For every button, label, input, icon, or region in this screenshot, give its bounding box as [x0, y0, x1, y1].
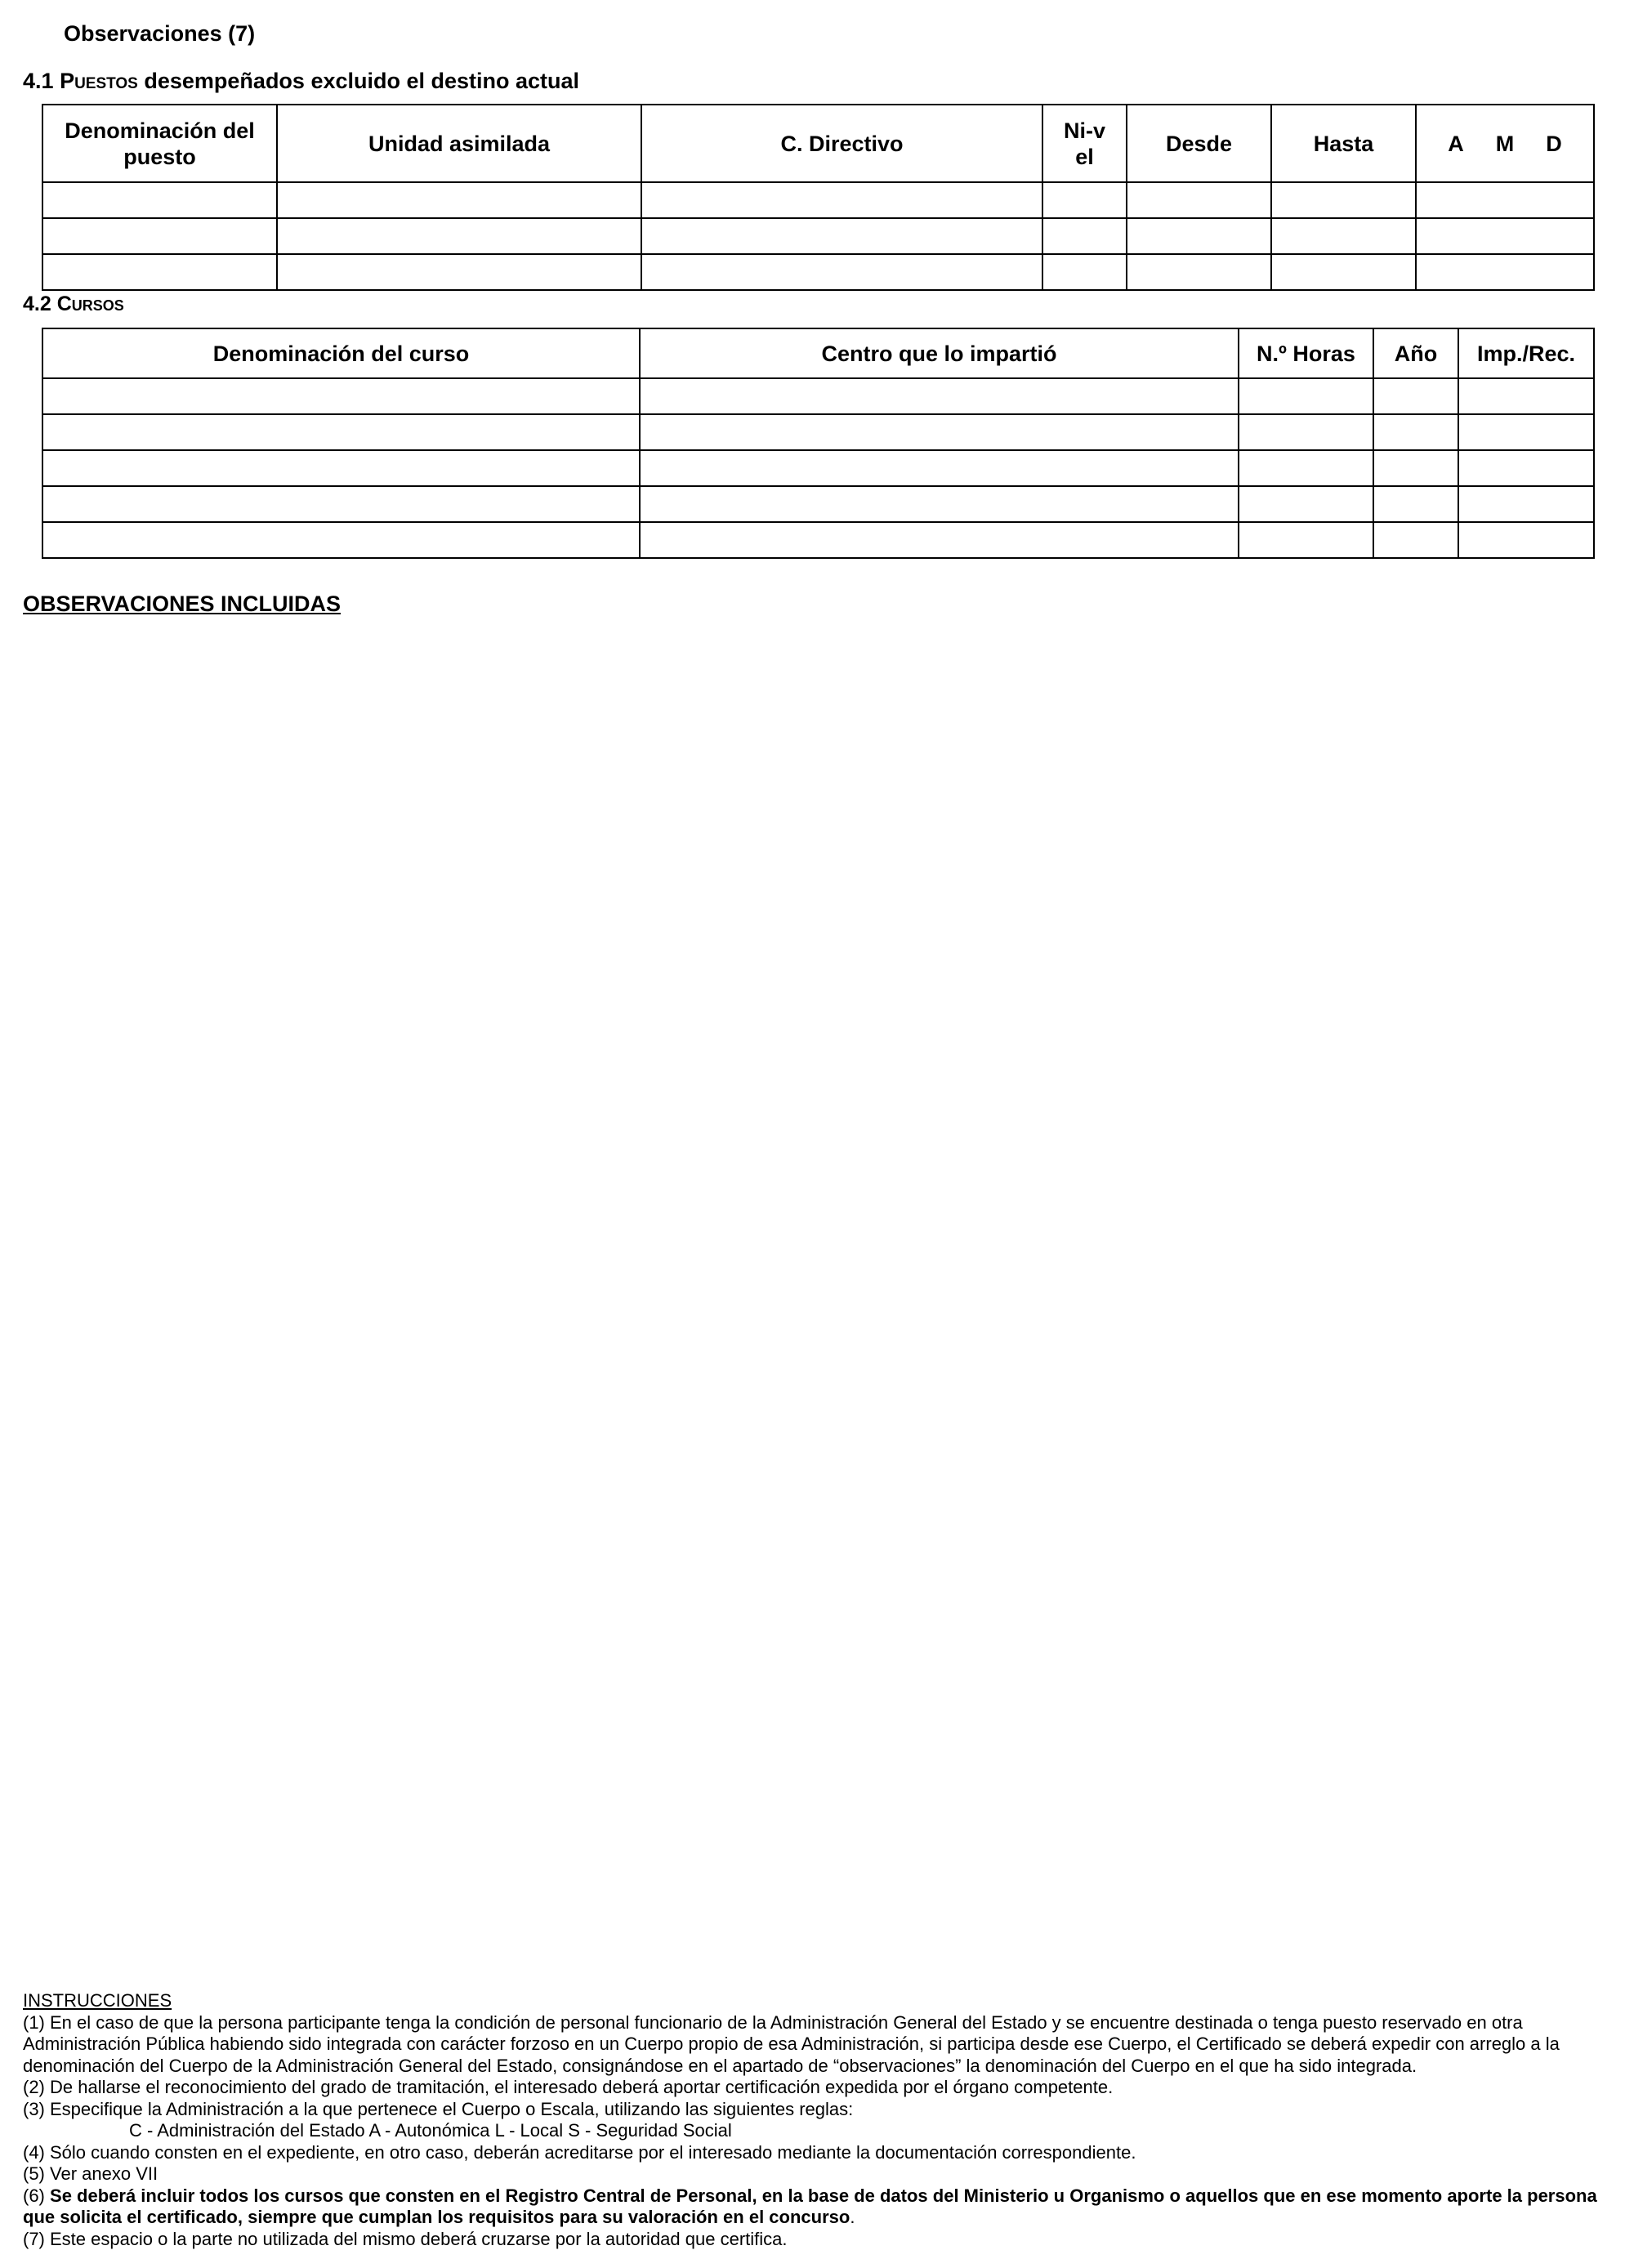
- cursos-cell[interactable]: [1373, 378, 1458, 414]
- puestos-cell[interactable]: [1042, 218, 1127, 254]
- cursos-cell[interactable]: [1458, 450, 1594, 486]
- col-anio: Año: [1373, 328, 1458, 378]
- cursos-cell[interactable]: [1458, 414, 1594, 450]
- puestos-cell[interactable]: [1271, 218, 1416, 254]
- section-4-1-rest: desempeñados excluido el destino actual: [144, 69, 580, 93]
- cursos-cell[interactable]: [1373, 414, 1458, 450]
- section-4-1-caps: Puestos: [60, 69, 138, 93]
- col-amd: [1416, 105, 1594, 182]
- puestos-cell[interactable]: [1042, 254, 1127, 290]
- cursos-cell[interactable]: [1373, 450, 1458, 486]
- section-4-2-title: [23, 292, 124, 316]
- cursos-cell[interactable]: [1373, 522, 1458, 558]
- cursos-table: [42, 328, 1595, 559]
- puestos-cell[interactable]: [42, 182, 277, 218]
- puestos-cell[interactable]: [1416, 254, 1594, 290]
- col-horas: N.º Horas: [1239, 328, 1373, 378]
- cursos-cell[interactable]: [1239, 378, 1373, 414]
- instruccion-3-rules: C - Administración del Estado A - Autonómica L - Local S - Seguridad Social: [129, 2120, 732, 2141]
- col-hasta: Hasta: [1271, 105, 1416, 182]
- cursos-row: [42, 378, 1594, 414]
- instruccion-1: (1) En el caso de que la persona participante tenga la condición de personal funcionario de la Administración General del Estado y se encuentre destinada o tenga puesto reservado en otra Administración Pública habiendo sido integrada con carácter forzoso en un Cuerpo propio de esa Administración, si participa desde ese Cuerpo, el Certificado se deberá expedir con arreglo a la denominación del Cuerpo de la Administración General del Estado, consignándose en el apartado de “observaciones” la denominación del Cuerpo en el que ha sido integrada.: [23, 2011, 1560, 2076]
- col-denominacion-puesto: Denominación del puesto: [42, 105, 277, 182]
- cursos-cell[interactable]: [42, 378, 640, 414]
- puestos-row: [42, 254, 1594, 290]
- cursos-cell[interactable]: [1373, 486, 1458, 522]
- cursos-cell[interactable]: [1239, 522, 1373, 558]
- section-4-1-number: 4.1: [23, 69, 54, 93]
- section-4-2-number: 4.2: [23, 292, 51, 315]
- cursos-cell[interactable]: [42, 522, 640, 558]
- observaciones-incluidas-heading: OBSERVACIONES INCLUIDAS: [23, 592, 342, 616]
- cursos-cell[interactable]: [42, 414, 640, 450]
- instrucciones-title: INSTRUCCIONES: [23, 1990, 172, 2011]
- puestos-cell[interactable]: [1127, 218, 1271, 254]
- cursos-cell[interactable]: [42, 486, 640, 522]
- instruccion-3: (3) Especifique la Administración a la que pertenece el Cuerpo o Escala, utilizando las siguientes reglas:: [23, 2098, 854, 2119]
- puestos-cell[interactable]: [277, 182, 641, 218]
- puestos-cell[interactable]: [641, 254, 1042, 290]
- puestos-cell[interactable]: [1416, 218, 1594, 254]
- cursos-cell[interactable]: [640, 522, 1239, 558]
- col-desde: Desde: [1127, 105, 1271, 182]
- col-d: D: [1546, 131, 1562, 156]
- col-nivel: Ni-vel: [1042, 105, 1127, 182]
- puestos-table: [42, 104, 1595, 291]
- puestos-cell[interactable]: [277, 218, 641, 254]
- observaciones-header: Observaciones (7): [64, 21, 256, 46]
- instrucciones-block: [23, 1990, 1616, 2250]
- instruccion-6-bold: Se deberá incluir todos los cursos que consten en el Registro Central de Personal, en la base de datos del Ministerio u Organismo o aquellos que en ese momento aporte la persona que solicita el certificado, siempre que cumplan los requisitos para su valoración en el concurso: [23, 2185, 1597, 2227]
- cursos-cell[interactable]: [640, 450, 1239, 486]
- puestos-cell[interactable]: [277, 254, 641, 290]
- section-4-2-caps: Cursos: [56, 292, 124, 315]
- col-denominacion-curso: Denominación del curso: [42, 328, 640, 378]
- cursos-row: [42, 486, 1594, 522]
- cursos-cell[interactable]: [42, 450, 640, 486]
- puestos-cell[interactable]: [1271, 182, 1416, 218]
- col-unidad-asimilada: Unidad asimilada: [277, 105, 641, 182]
- puestos-header-row: [42, 105, 1594, 182]
- puestos-cell[interactable]: [1042, 182, 1127, 218]
- cursos-cell[interactable]: [1458, 522, 1594, 558]
- instruccion-2: (2) De hallarse el reconocimiento del grado de tramitación, el interesado deberá aportar certificación expedida por el órgano competente.: [23, 2077, 1114, 2097]
- puestos-row: [42, 218, 1594, 254]
- instruccion-6-num: (6): [23, 2185, 45, 2206]
- cursos-cell[interactable]: [1239, 414, 1373, 450]
- cursos-cell[interactable]: [640, 414, 1239, 450]
- cursos-cell[interactable]: [640, 378, 1239, 414]
- puestos-row: [42, 182, 1594, 218]
- cursos-cell[interactable]: [1239, 486, 1373, 522]
- cursos-header-row: [42, 328, 1594, 378]
- puestos-cell[interactable]: [641, 218, 1042, 254]
- col-centro: Centro que lo impartió: [640, 328, 1239, 378]
- instruccion-5: (5) Ver anexo VII: [23, 2163, 158, 2184]
- col-c-directivo: C. Directivo: [641, 105, 1042, 182]
- puestos-cell[interactable]: [1127, 182, 1271, 218]
- puestos-cell[interactable]: [641, 182, 1042, 218]
- section-4-1-title: [23, 69, 579, 94]
- instruccion-6: [23, 2185, 1616, 2229]
- instruccion-6-end: .: [850, 2207, 855, 2227]
- puestos-cell[interactable]: [1271, 254, 1416, 290]
- instruccion-4: (4) Sólo cuando consten en el expediente, en otro caso, deberán acreditarse por el interesado mediante la documentación correspondiente.: [23, 2141, 1136, 2163]
- puestos-cell[interactable]: [42, 254, 277, 290]
- cursos-cell[interactable]: [1458, 486, 1594, 522]
- puestos-cell[interactable]: [42, 218, 277, 254]
- cursos-cell[interactable]: [1458, 378, 1594, 414]
- cursos-cell[interactable]: [640, 486, 1239, 522]
- cursos-row: [42, 414, 1594, 450]
- puestos-cell[interactable]: [1127, 254, 1271, 290]
- cursos-cell[interactable]: [1239, 450, 1373, 486]
- puestos-cell[interactable]: [1416, 182, 1594, 218]
- col-m: M: [1495, 131, 1515, 156]
- instruccion-7: (7) Este espacio o la parte no utilizada del mismo deberá cruzarse por la autoridad que certifica.: [23, 2228, 788, 2249]
- cursos-row: [42, 450, 1594, 486]
- col-a: A: [1448, 131, 1464, 156]
- cursos-row: [42, 522, 1594, 558]
- col-imp-rec: Imp./Rec.: [1458, 328, 1594, 378]
